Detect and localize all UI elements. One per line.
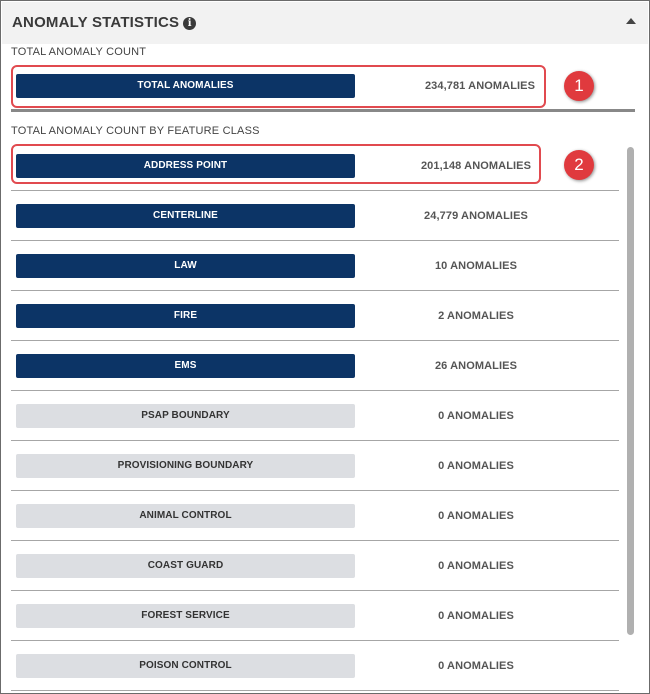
total-anomalies-button[interactable]: TOTAL ANOMALIES bbox=[16, 74, 355, 98]
feature-row bbox=[11, 391, 619, 441]
feature-row bbox=[11, 291, 619, 341]
feature-class-button[interactable]: CENTERLINE bbox=[16, 204, 355, 228]
feature-class-count: 2 ANOMALIES bbox=[438, 310, 514, 322]
annotation-badge-2: 2 bbox=[564, 150, 594, 180]
feature-section-label: TOTAL ANOMALY COUNT BY FEATURE CLASS bbox=[11, 125, 260, 137]
feature-class-count: 0 ANOMALIES bbox=[438, 560, 514, 572]
feature-class-button[interactable]: PSAP BOUNDARY bbox=[16, 404, 355, 428]
feature-class-button[interactable]: FIRE bbox=[16, 304, 355, 328]
highlight-box-total bbox=[11, 65, 546, 108]
feature-class-count: 24,779 ANOMALIES bbox=[424, 210, 528, 222]
feature-row bbox=[11, 491, 619, 541]
feature-row bbox=[11, 341, 619, 391]
feature-class-button[interactable]: ANIMAL CONTROL bbox=[16, 504, 355, 528]
feature-class-button[interactable]: FOREST SERVICE bbox=[16, 604, 355, 628]
info-circle-icon[interactable]: i bbox=[183, 17, 196, 30]
feature-class-button[interactable]: POISON CONTROL bbox=[16, 654, 355, 678]
feature-class-count: 0 ANOMALIES bbox=[438, 660, 514, 672]
feature-row bbox=[11, 441, 619, 491]
feature-row bbox=[11, 591, 619, 641]
panel-title-text: ANOMALY STATISTICS bbox=[12, 14, 180, 31]
total-anomalies-count: 234,781 ANOMALIES bbox=[424, 80, 536, 92]
feature-class-count: 0 ANOMALIES bbox=[438, 410, 514, 422]
feature-class-button[interactable]: COAST GUARD bbox=[16, 554, 355, 578]
feature-row bbox=[11, 241, 619, 291]
feature-class-button[interactable]: PROVISIONING BOUNDARY bbox=[16, 454, 355, 478]
feature-class-count: 201,148 ANOMALIES bbox=[420, 160, 532, 172]
panel-header[interactable] bbox=[2, 2, 648, 44]
feature-class-count: 0 ANOMALIES bbox=[438, 610, 514, 622]
highlight-box-address-point bbox=[11, 144, 541, 184]
feature-class-count: 0 ANOMALIES bbox=[438, 510, 514, 522]
feature-class-count: 0 ANOMALIES bbox=[438, 460, 514, 472]
feature-class-count: 26 ANOMALIES bbox=[434, 360, 518, 372]
feature-row bbox=[11, 191, 619, 241]
feature-row bbox=[11, 641, 619, 691]
feature-class-button[interactable]: EMS bbox=[16, 354, 355, 378]
feature-class-count: 10 ANOMALIES bbox=[434, 260, 518, 272]
feature-class-button[interactable]: ADDRESS POINT bbox=[16, 154, 355, 178]
section-divider bbox=[11, 109, 635, 112]
feature-row bbox=[11, 541, 619, 591]
panel-title bbox=[12, 14, 196, 31]
annotation-badge-1: 1 bbox=[564, 71, 594, 101]
caret-up-icon[interactable] bbox=[626, 18, 636, 24]
feature-class-button[interactable]: LAW bbox=[16, 254, 355, 278]
total-section-label: TOTAL ANOMALY COUNT bbox=[11, 46, 147, 58]
scrollbar-thumb[interactable] bbox=[627, 147, 634, 635]
